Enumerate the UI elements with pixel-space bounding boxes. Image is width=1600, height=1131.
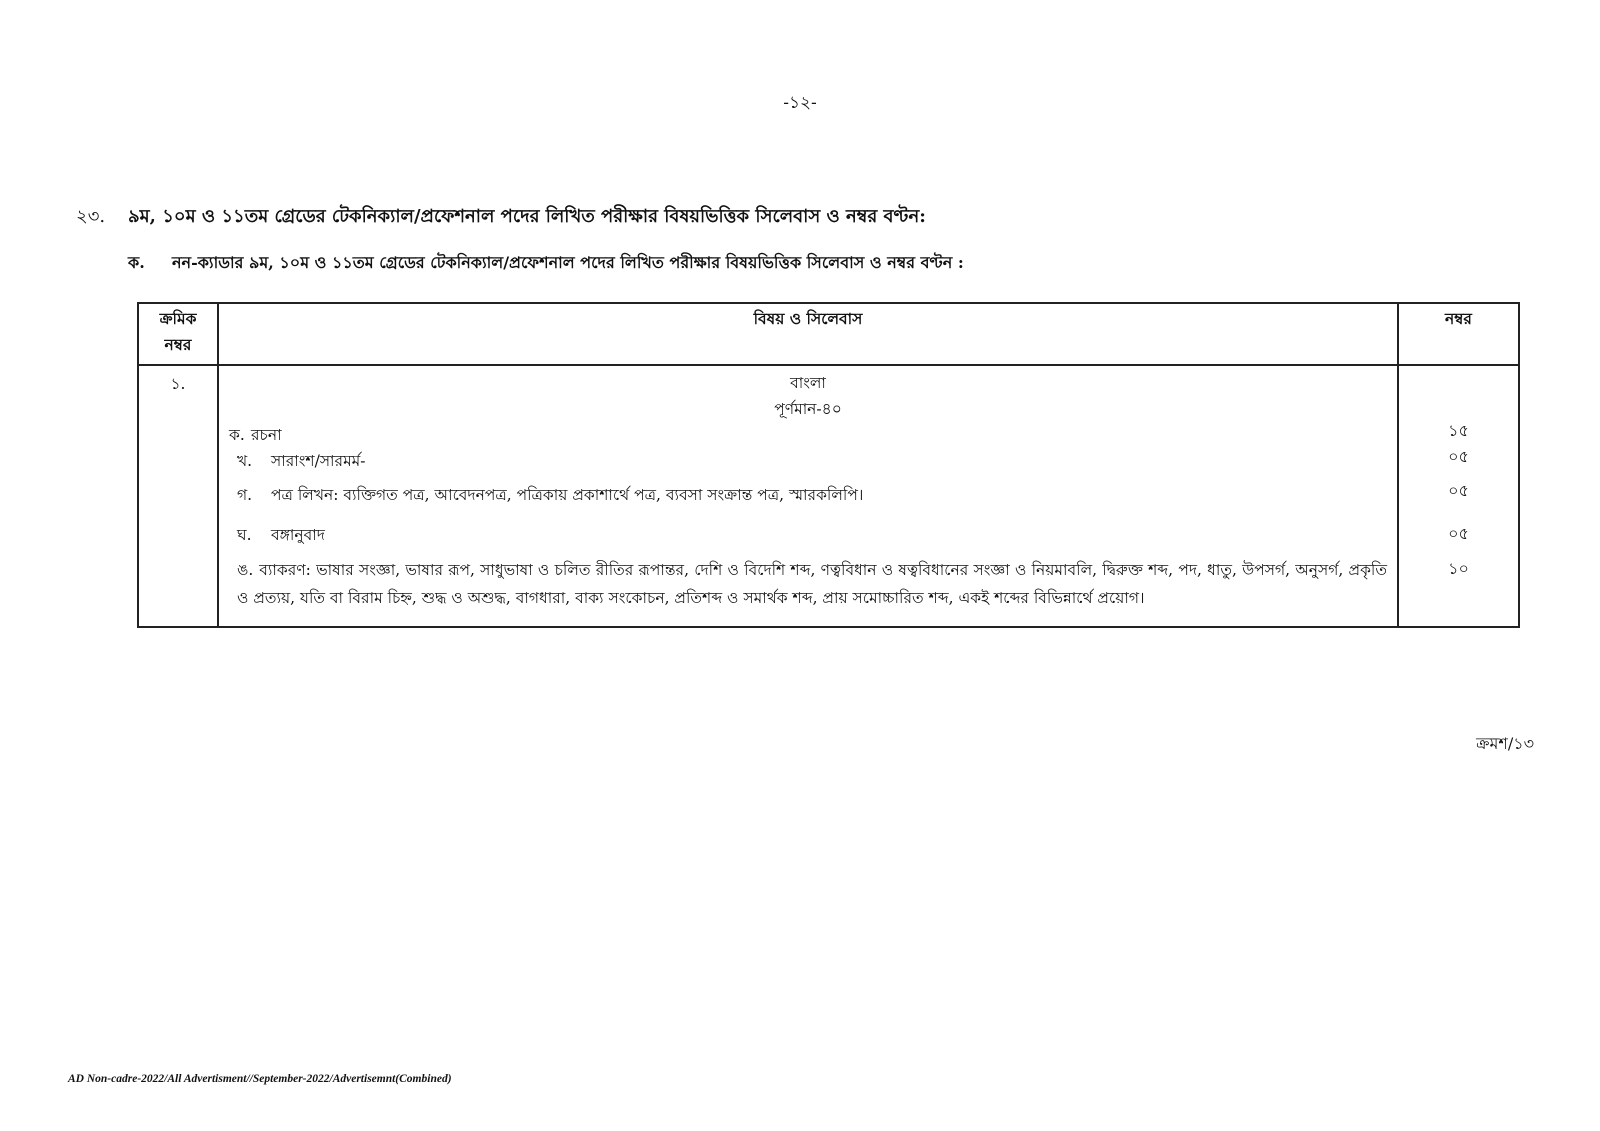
subject-title: বাংলা [790, 374, 826, 392]
item-label: ঙ. [237, 561, 254, 579]
section-heading [76, 202, 926, 233]
mark-value: ০৫ [1448, 524, 1469, 543]
continue-note: ক্রমশ/১৩ [1476, 734, 1534, 753]
mark-value: ০৫ [1448, 481, 1469, 500]
row-marks [1398, 365, 1519, 627]
page-number: -১২- [783, 93, 817, 113]
header-marks: নম্বর [1398, 303, 1519, 365]
mark-value: ১০ [1448, 559, 1469, 578]
item-text: সারাংশ/সারমর্ম- [271, 452, 366, 470]
subsection-number: ক. [128, 253, 145, 272]
syllabus-item-a [229, 422, 1387, 448]
full-marks: পূর্ণমান-৪০ [774, 400, 842, 418]
item-label: ঘ. [237, 526, 252, 544]
table-header-row [138, 303, 1519, 365]
header-serial: ক্রমিক নম্বর [138, 303, 218, 365]
item-label: গ. [237, 486, 253, 504]
syllabus-item-b [237, 448, 1387, 474]
syllabus-item-d [237, 522, 1387, 548]
syllabus-table [137, 302, 1520, 628]
row-serial: ১. [138, 365, 218, 627]
syllabus-item-e [237, 556, 1387, 612]
table-row [138, 365, 1519, 627]
mark-value: ১৫ [1448, 421, 1469, 440]
item-text: ব্যাকরণ: ভাষার সংজ্ঞা, ভাষার রূপ, সাধুভাষা ও চলিত রীতির রূপান্তর, দেশি ও বিদেশি শব্দ, ণত্ববিধান ও ষত্ববিধানের সংজ্ঞা ও নিয়মাবলি, দ্বিরুক্ত শব্দ, পদ, ধাতু, উপসর্গ, অনুসর্গ, প্রকৃতি ও প্রত্যয়, যতি বা বিরাম চিহ্ন, শুদ্ধ ও অশুদ্ধ, বাগধারা, বাক্য সংকোচন, প্রতিশব্দ ও সমার্থক শব্দ, প্রায় সমোচ্চারিত শব্দ, একই শব্দের বিভিন্নার্থে প্রয়োগ। [237, 561, 1387, 607]
footer-note: AD Non-cadre-2022/All Advertisment//September-2022/Advertisemnt(Combined) [68, 1073, 452, 1085]
row-subject [218, 365, 1398, 627]
section-number: ২৩. [76, 206, 106, 227]
item-text: রচনা [251, 426, 282, 444]
item-label: খ. [237, 452, 253, 470]
header-subject: বিষয় ও সিলেবাস [218, 303, 1398, 365]
item-text: পত্র লিখন: ব্যক্তিগত পত্র, আবেদনপত্র, পত্রিকায় প্রকাশার্থে পত্র, ব্যবসা সংক্রান্ত পত্র, স্মারকলিপি। [271, 486, 864, 504]
subsection-heading [128, 250, 964, 277]
subsection-title: নন-ক্যাডার ৯ম, ১০ম ও ১১তম গ্রেডের টেকনিক্যাল/প্রফেশনাল পদের লিখিত পরীক্ষার বিষয়ভিত্তিক সিলেবাস ও নম্বর বণ্টন : [172, 253, 964, 272]
item-text: বঙ্গানুবাদ [271, 526, 325, 544]
syllabus-item-c [237, 482, 1387, 508]
item-label: ক. [229, 426, 245, 444]
mark-value: ০৫ [1448, 447, 1469, 466]
section-title: ৯ম, ১০ম ও ১১তম গ্রেডের টেকনিক্যাল/প্রফেশনাল পদের লিখিত পরীক্ষার বিষয়ভিত্তিক সিলেবাস ও নম্বর বণ্টন: [128, 206, 926, 227]
